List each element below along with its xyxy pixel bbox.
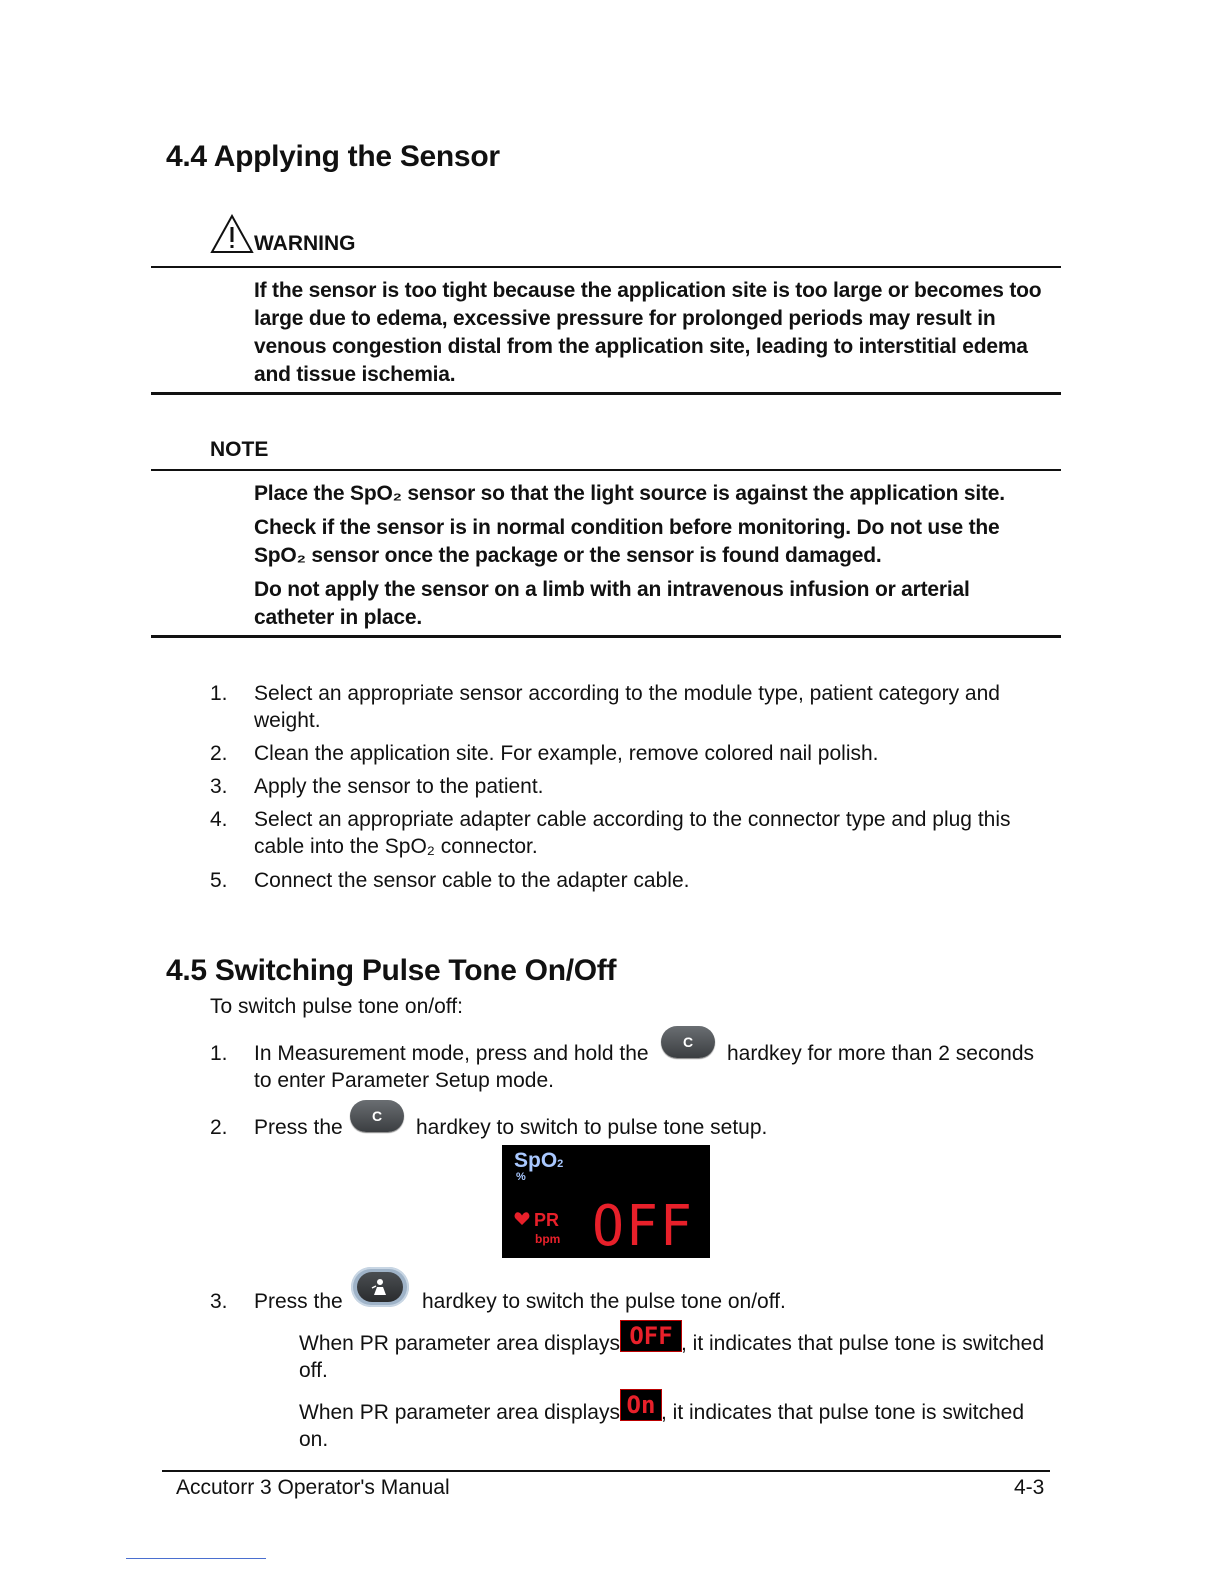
person-icon <box>370 1278 390 1296</box>
monitor-display <box>502 1145 710 1258</box>
pulse-tone-hardkey-icon <box>351 1267 409 1307</box>
step-number: 3. <box>210 1290 228 1313</box>
c-hardkey-icon: C <box>350 1100 404 1132</box>
c-hardkey-icon: C <box>661 1026 715 1058</box>
step-number: 1. <box>210 1042 228 1065</box>
step-text: Connect the sensor cable to the adapter cable. <box>254 869 690 892</box>
step-text: hardkey to switch the pulse tone on/off. <box>422 1290 786 1313</box>
pr-value: OFF <box>592 1194 694 1259</box>
pr-unit: bpm <box>535 1232 561 1246</box>
spo2-unit: % <box>516 1171 526 1183</box>
section-4-5-heading: 4.5 Switching Pulse Tone On/Off <box>166 954 617 987</box>
on-text: , it indicates that pulse tone is switched <box>661 1401 1025 1424</box>
on-badge: On <box>620 1389 662 1421</box>
step-number: 2. <box>210 742 228 765</box>
note-item: Place the SpO₂ sensor so that the light source is against the application site. <box>254 482 1005 505</box>
note-label: NOTE <box>210 438 269 461</box>
page-number: 4-3 <box>1014 1476 1045 1499</box>
section-4-4-heading: 4.4 Applying the Sensor <box>166 140 500 173</box>
pr-label: PR <box>534 1210 560 1230</box>
step-text: Press the <box>254 1116 343 1139</box>
warning-triangle-icon <box>210 214 254 254</box>
note-top-rule <box>151 469 1061 471</box>
warning-label: WARNING <box>254 232 356 255</box>
step-text: Clean the application site. For example, remove colored nail polish. <box>254 742 879 765</box>
step-text: hardkey for more than 2 seconds <box>727 1042 1035 1065</box>
bottom-link-underline <box>126 1558 266 1559</box>
step-text: Select an appropriate adapter cable according to the connector type and plug this cable into the SpO₂ connector. <box>254 808 1011 858</box>
step-text: In Measurement mode, press and hold the <box>254 1042 649 1065</box>
footer-title: Accutorr 3 Operator's Manual <box>176 1476 450 1499</box>
warning-bottom-rule <box>151 392 1061 395</box>
note-item: Check if the sensor is in normal condition before monitoring. Do not use the SpO₂ sensor once the package or the sensor is found damaged. <box>254 516 1000 567</box>
step-number: 4. <box>210 808 228 831</box>
warning-top-rule <box>151 266 1061 268</box>
step-number: 3. <box>210 775 228 798</box>
step-text: hardkey to switch to pulse tone setup. <box>416 1116 768 1139</box>
footer-rule <box>162 1470 1050 1472</box>
warning-text: If the sensor is too tight because the application site is too large or becomes too large due to edema, excessive pressure for prolonged periods may result in venous congestion distal from the application site, leading to interstitial edema and tissue ischemia. <box>254 279 1042 386</box>
on-text: on. <box>299 1428 329 1451</box>
step-text: Select an appropriate sensor according to the module type, patient category and weight. <box>254 682 1000 732</box>
off-text: off. <box>299 1359 328 1382</box>
section-4-5-intro: To switch pulse tone on/off: <box>210 995 463 1018</box>
step-number: 2. <box>210 1116 228 1139</box>
step-text: Press the <box>254 1290 343 1313</box>
heart-icon <box>514 1211 530 1231</box>
note-item: Do not apply the sensor on a limb with an intravenous infusion or arterial catheter in place. <box>254 578 970 629</box>
off-badge: OFF <box>620 1320 682 1352</box>
step-number: 5. <box>210 869 228 892</box>
note-bottom-rule <box>151 635 1061 638</box>
step-text: to enter Parameter Setup mode. <box>254 1069 554 1092</box>
on-text: When PR parameter area displays <box>299 1401 620 1424</box>
off-text: When PR parameter area displays <box>299 1332 620 1355</box>
step-number: 1. <box>210 682 228 705</box>
off-text: , it indicates that pulse tone is switched <box>681 1332 1045 1355</box>
spo2-label: SpO2 <box>514 1149 564 1172</box>
step-text: Apply the sensor to the patient. <box>254 775 544 798</box>
